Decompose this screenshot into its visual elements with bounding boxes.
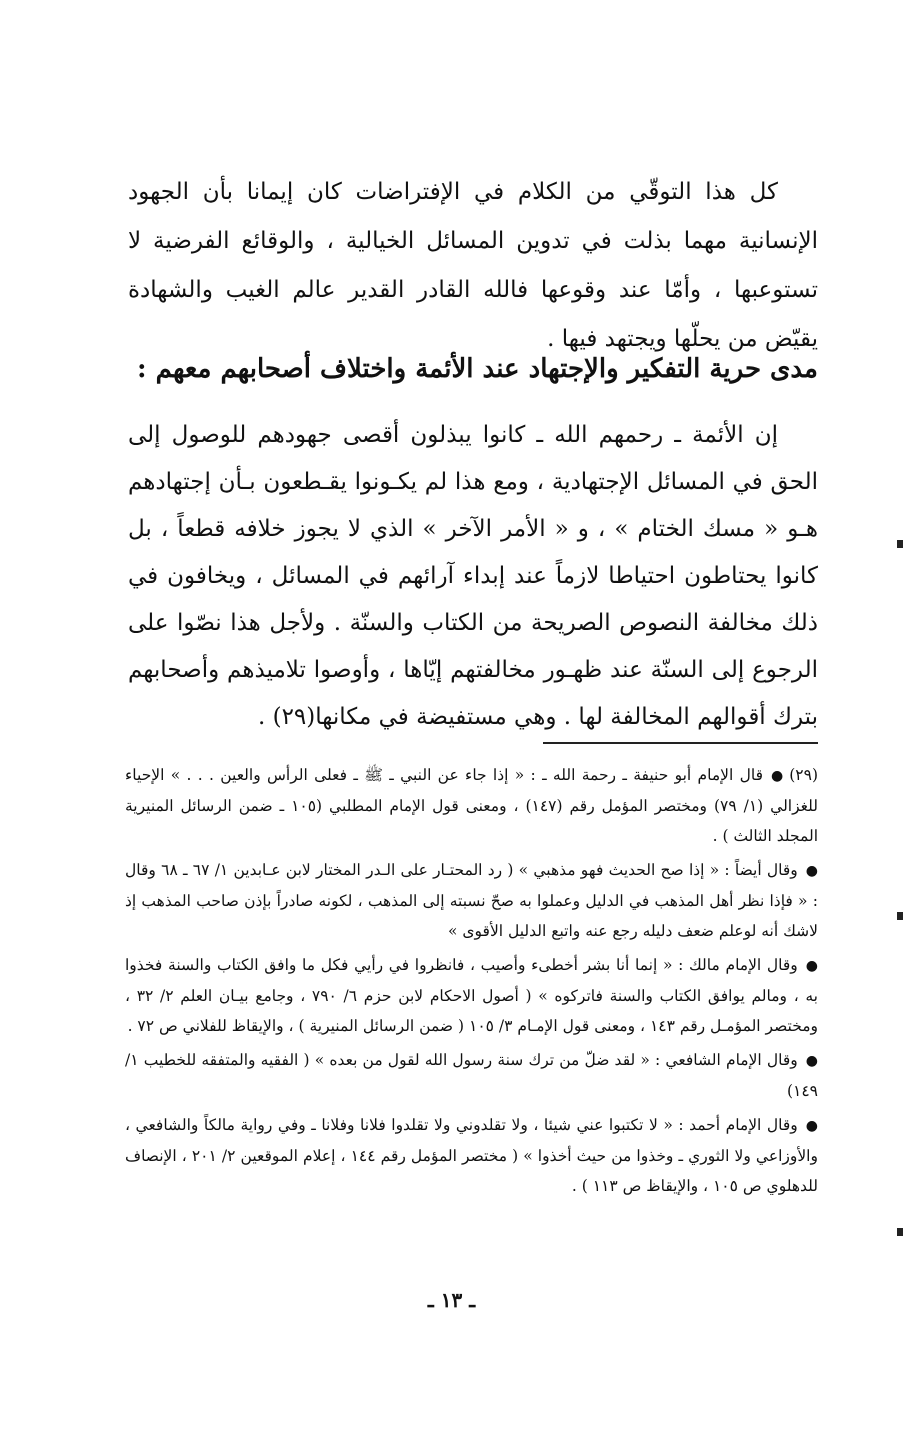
footnote-text: وقال الإمام مالك : « إنما أنا بشر أخطىء وأصيب ، فانظروا في رأيي فكل ما وافق الكتاب والسنة فخذوا به ، ومالم يوافق الكتاب والسنة فاتركوه » ( أصول الاحكام لابن حزم ٦/ ٧٩٠ ، وجامع بيـان العلم ٢/ ٣٢ ، ومختصر المؤمـل رقم ١٤٣ ، ومعنى قول الإمـام ٣/ ١٠٥ ( ضمن الرسائل المنيرية ) ، والإيقاظ للفلاني ص ٧٢ . (125, 956, 818, 1035)
page-number: ـ ١٣ ـ (427, 1288, 476, 1312)
footnote-item (125, 950, 818, 1041)
bullet-icon: ● (805, 958, 818, 974)
bullet-icon: ● (805, 863, 818, 879)
footnote-item (125, 760, 818, 851)
footnote-text: وقال الإمام أحمد : « لا تكتبوا عني شيئا ، ولا تقلدوني ولا تقلدوا فلانا وفلانا ـ وفي رواية مالكاً والشافعي ، والأوزاعي ولا الثوري ـ وخذوا من حيث أخذوا » ( مختصر المؤمل رقم ١٤٤ ، إعلام الموقعين ٢/ ٢٠١ ، الإنصاف للدهلوي ص ١٠٥ ، والإيقاظ ص ١١٣ ) . (125, 1116, 818, 1195)
footnote-item (125, 855, 818, 946)
margin-mark (897, 1228, 903, 1236)
margin-mark (897, 912, 903, 920)
footnote-text: وقال الإمام الشافعي : « لقد ضلّ من ترك سنة رسول الله لقول من بعده » ( الفقيه والمتفقه للخطيب ١/ ١٤٩) (125, 1051, 818, 1100)
bullet-icon: ● (805, 1118, 818, 1134)
intro-paragraph: كل هذا التوقّي من الكلام في الإفتراضات كان إيمانا بأن الجهود الإنسانية مهما بذلت في تدوين المسائل الخيالية ، والوقائع الفرضية لا تستوعبها ، وأمّا عند وقوعها فالله القادر القدير عالم الغيب والشهادة يقيّض من يحلّها ويجتهد فيها . (128, 179, 818, 352)
footnotes-section (125, 760, 818, 1205)
footnote-text: وقال أيضاً : « إذا صح الحديث فهو مذهبي » ( رد المحتـار على الـدر المختار لابن عـابدين ١/ ٦٧ ـ ٦٨ وقال : « فإذا نظر أهل المذهب في الدليل وعملوا به صحّ نسبته إلى المذهب ، لكونه صادراً بإذن صاحب المذهب إذ لاشك أنه لوعلم ضعف دليله رجع عنه واتبع الدليل الأقوى » (125, 861, 818, 940)
footnote-text: قال الإمام أبو حنيفة ـ رحمة الله ـ : « إذا جاء عن النبي ـ ﷺ ـ فعلى الرأس والعين . . . » الإحياء للغزالي (١/ ٧٩) ومختصر المؤمل رقم (١٤٧) ، ومعنى قول الإمام المطلبي (١٠٥ ـ ضمن الرسائل المنيرية المجلد الثالث ) . (125, 766, 818, 845)
body-paragraph: إن الأئمة ـ رحمهم الله ـ كانوا يبذلون أقصى جهودهم للوصول إلى الحق في المسائل الإجتهادية ، ومع هذا لم يكـونوا يقـطعون بـأن إجتهادهم هـو « مسك الختام » ، و « الأمر الآخر » الذي لا يجوز خلافه قطعاً ، بل كانوا يحتاطون احتياطا لازماً عند إبداء آرائهم في المسائل ، ويخافون في ذلك مخالفة النصوص الصريحة من الكتاب والسنّة . ولأجل هذا نصّوا على الرجوع إلى السنّة عند ظهـور مخالفتهم إيّاها ، وأوصوا تلاميذهم وأصحابهم بترك أقوالهم المخالفة لها . وهي مستفيضة في مكانها(٢٩) . (128, 422, 818, 730)
footnote-separator (543, 742, 818, 744)
margin-mark (897, 540, 903, 548)
footnote-item (125, 1045, 818, 1106)
footnote-item (125, 1110, 818, 1201)
bullet-icon: ● (771, 768, 784, 784)
section-heading: مدى حرية التفكير والإجتهاد عند الأئمة واختلاف أصحابهم معهم : (136, 354, 818, 384)
footnote-number: (٢٩) (789, 766, 818, 784)
bullet-icon: ● (805, 1053, 818, 1069)
